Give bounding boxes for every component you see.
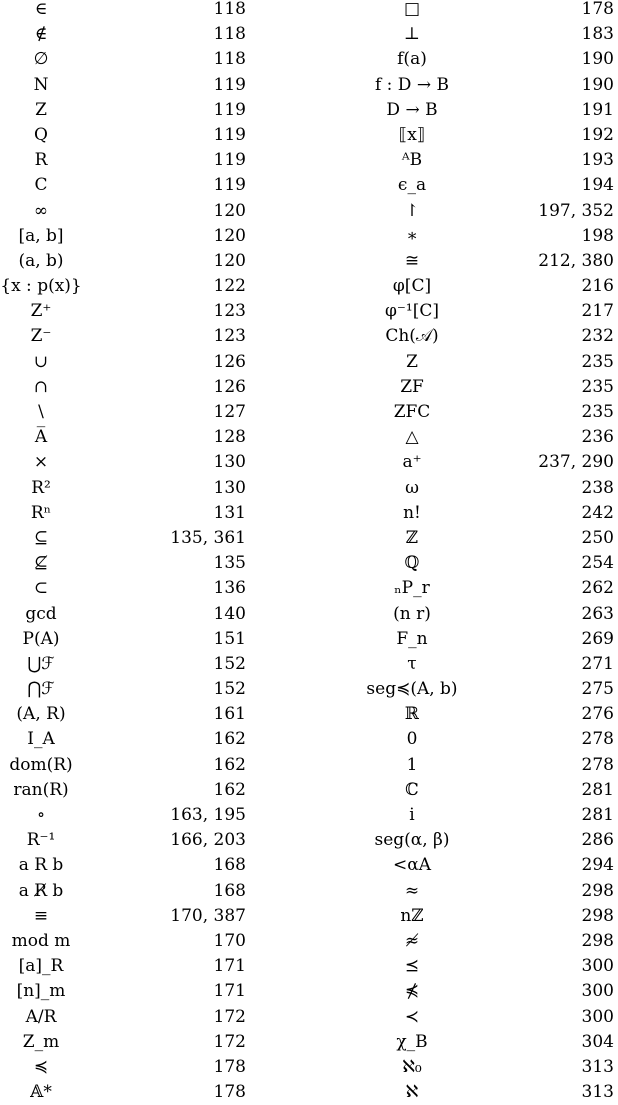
symbol: ⊂	[33, 578, 49, 599]
page-reference: 119	[213, 99, 246, 120]
index-entry	[0, 702, 250, 727]
index-entry	[0, 450, 250, 475]
page-reference: 152	[213, 653, 246, 674]
symbol: Z	[35, 99, 47, 120]
index-entry	[0, 627, 250, 652]
symbol: ℚ	[404, 553, 420, 574]
symbol: [n]_m	[16, 981, 66, 1002]
page-reference: 278	[581, 754, 614, 775]
symbol: i	[409, 805, 415, 825]
index-entry	[0, 1030, 250, 1055]
page-reference: 126	[213, 376, 246, 397]
page-reference: 236	[581, 427, 614, 448]
page-reference: 170	[213, 930, 246, 951]
page-reference: 118	[213, 24, 246, 45]
page-reference: 300	[581, 1006, 614, 1027]
index-entry	[0, 853, 250, 878]
symbol: a R̸ b	[18, 880, 64, 901]
symbol: ⊈	[33, 553, 49, 574]
page-reference: 171	[213, 956, 246, 977]
index-entry	[332, 526, 618, 551]
page-reference: 198	[581, 225, 614, 246]
page-reference: 190	[581, 49, 614, 70]
symbol: Z⁺	[30, 301, 52, 322]
index-entry	[0, 803, 250, 828]
page-reference: 183	[581, 24, 614, 45]
symbol: □	[403, 0, 421, 19]
symbol: N	[33, 74, 49, 95]
symbol: ZFC	[393, 402, 431, 422]
index-entry	[332, 98, 618, 123]
page-reference: 135	[213, 553, 246, 574]
index-entry	[332, 47, 618, 72]
symbol: R²	[31, 477, 51, 498]
symbol: R⁻¹	[26, 830, 56, 851]
page-reference: 140	[213, 603, 246, 624]
page-reference: 122	[213, 276, 246, 297]
symbol: ≺	[404, 1006, 420, 1027]
index-entry	[0, 652, 250, 677]
index-entry	[0, 148, 250, 173]
index-entry	[332, 73, 618, 98]
page-reference: 300	[581, 981, 614, 1002]
page-reference: 298	[581, 880, 614, 901]
index-entry	[332, 1030, 618, 1055]
symbol: φ⁻¹[C]	[385, 301, 439, 322]
symbol: 1	[406, 754, 418, 775]
index-entry	[332, 249, 618, 274]
symbol: ×	[33, 452, 49, 473]
page-reference: 170, 387	[170, 905, 246, 926]
page-reference: 294	[581, 855, 614, 876]
page-reference: 235	[581, 351, 614, 372]
page-reference: 119	[213, 175, 246, 196]
page-reference: 123	[213, 326, 246, 347]
page-reference: 172	[213, 1031, 246, 1052]
index-entry	[0, 274, 250, 299]
symbol: Ch(𝒜)	[385, 326, 439, 347]
index-entry	[332, 1055, 618, 1080]
page-reference: 190	[581, 74, 614, 95]
symbol: D → B	[386, 99, 438, 120]
page-reference: 178	[213, 1082, 246, 1103]
symbol: ∗	[406, 225, 418, 246]
symbol: \	[38, 402, 44, 422]
page-reference: 212, 380	[538, 250, 614, 271]
index-entry	[0, 551, 250, 576]
page-reference: 120	[213, 225, 246, 246]
symbol: ∈	[34, 0, 48, 19]
symbol: ZF	[400, 376, 424, 397]
page-reference: 118	[213, 0, 246, 19]
index-entry	[332, 551, 618, 576]
index-entry	[0, 173, 250, 198]
page-reference: 313	[581, 1082, 614, 1103]
symbol: f : D → B	[374, 74, 449, 95]
index-entry	[332, 677, 618, 702]
page-reference: 178	[213, 1056, 246, 1077]
symbol: Z⁻	[30, 326, 52, 347]
symbol: ᴬB	[401, 150, 423, 171]
page-reference: 217	[581, 301, 614, 322]
symbol: ⊆	[33, 527, 49, 548]
page-reference: 313	[581, 1056, 614, 1077]
symbol: (n r)	[393, 603, 431, 624]
page-reference: 237, 290	[538, 452, 614, 473]
index-entry	[332, 299, 618, 324]
symbol: n!	[403, 502, 421, 523]
page-reference: 298	[581, 930, 614, 951]
symbol: (a, b)	[18, 250, 64, 271]
symbol: F_n	[396, 628, 428, 649]
page-reference: 304	[581, 1031, 614, 1052]
symbol: τ	[407, 653, 417, 674]
page-reference: 250	[581, 527, 614, 548]
index-entry	[0, 753, 250, 778]
symbol: gcd	[25, 603, 57, 624]
page-reference: 242	[581, 502, 614, 523]
index-entry	[332, 274, 618, 299]
index-entry	[0, 904, 250, 929]
left-symbol-column	[0, 0, 250, 1105]
index-entry	[0, 73, 250, 98]
index-entry	[332, 324, 618, 349]
symbol: I_A	[27, 729, 55, 750]
index-entry	[0, 400, 250, 425]
page-reference: 178	[581, 0, 614, 19]
page-reference: 168	[213, 880, 246, 901]
symbol: φ[C]	[392, 276, 432, 297]
symbol: ₙP_r	[394, 578, 430, 599]
page-reference: 278	[581, 729, 614, 750]
symbol: R	[34, 150, 48, 171]
page-reference: 262	[581, 578, 614, 599]
page-reference: 130	[213, 452, 246, 473]
index-entry	[332, 753, 618, 778]
symbol: ≈	[404, 880, 420, 901]
symbol: (A, R)	[16, 704, 66, 725]
index-entry	[332, 0, 618, 22]
index-entry	[332, 929, 618, 954]
page-reference: 172	[213, 1006, 246, 1027]
index-entry	[0, 476, 250, 501]
page-reference: 269	[581, 628, 614, 649]
index-entry	[332, 400, 618, 425]
index-entry	[332, 350, 618, 375]
symbol: <αA	[392, 855, 431, 876]
page-reference: 120	[213, 250, 246, 271]
index-entry	[0, 979, 250, 1004]
index-entry	[332, 727, 618, 752]
page-reference: 162	[213, 729, 246, 750]
right-symbol-column	[332, 0, 618, 1105]
symbol: seg(α, β)	[374, 830, 450, 851]
index-entry	[0, 576, 250, 601]
index-entry	[0, 526, 250, 551]
symbol: Rⁿ	[30, 502, 52, 523]
index-entry	[332, 22, 618, 47]
symbol: dom(R)	[9, 754, 73, 775]
symbol: ℤ	[405, 527, 419, 548]
symbol: seg≼(A, b)	[366, 679, 458, 700]
page-reference: 232	[581, 326, 614, 347]
page-reference: 119	[213, 150, 246, 171]
index-entry	[0, 299, 250, 324]
symbol: C	[34, 175, 48, 196]
page-reference: 123	[213, 301, 246, 322]
symbol: ∪	[33, 351, 49, 372]
symbol: ⋃ℱ	[27, 653, 55, 674]
symbol: ω	[405, 477, 419, 498]
page-reference: 238	[581, 477, 614, 498]
index-entry	[332, 375, 618, 400]
symbol: ⋠	[404, 981, 420, 1002]
page-reference: 191	[581, 99, 614, 120]
symbol: {x : p(x)}	[0, 276, 82, 297]
page-reference: 119	[213, 74, 246, 95]
index-entry	[332, 476, 618, 501]
index-entry	[332, 778, 618, 803]
index-entry	[332, 627, 618, 652]
index-entry	[0, 47, 250, 72]
symbol: △	[405, 427, 419, 448]
page-reference: 120	[213, 200, 246, 221]
page-reference: 197, 352	[538, 200, 614, 221]
index-entry	[332, 979, 618, 1004]
symbol: ≼	[33, 1056, 49, 1077]
symbol: ran(R)	[13, 779, 69, 800]
page-reference: 193	[581, 150, 614, 171]
index-entry	[0, 199, 250, 224]
index-entry	[0, 98, 250, 123]
symbol: [a]_R	[18, 956, 64, 977]
index-entry	[332, 879, 618, 904]
index-entry	[0, 501, 250, 526]
page-reference: 254	[581, 553, 614, 574]
symbol: 𝔸*	[30, 1082, 52, 1103]
page-reference: 263	[581, 603, 614, 624]
symbol: ℵ	[405, 1082, 419, 1103]
symbol: ⊥	[404, 24, 420, 45]
symbol: ≡	[33, 905, 49, 926]
page-reference: 127	[213, 402, 246, 422]
page-reference: 128	[213, 427, 246, 448]
symbol: a⁺	[402, 452, 422, 473]
page-reference: 194	[581, 175, 614, 196]
symbol: ℝ	[404, 704, 420, 725]
page-reference: 298	[581, 905, 614, 926]
symbol: ≉	[404, 930, 420, 951]
index-entry	[332, 224, 618, 249]
page-reference: 135, 361	[170, 527, 246, 548]
index-entry	[332, 199, 618, 224]
index-entry	[0, 929, 250, 954]
page-reference: 119	[213, 124, 246, 145]
page-reference: 216	[581, 276, 614, 297]
index-entry	[332, 576, 618, 601]
index-entry	[0, 778, 250, 803]
index-entry	[0, 224, 250, 249]
page-reference: 163, 195	[170, 805, 246, 825]
index-entry	[332, 1080, 618, 1105]
index-entry	[332, 1005, 618, 1030]
symbol: ⟦x⟧	[398, 124, 426, 145]
index-entry	[0, 22, 250, 47]
index-entry	[0, 1055, 250, 1080]
page-reference: 131	[213, 502, 246, 523]
symbol: mod m	[11, 930, 71, 951]
index-entry	[332, 803, 618, 828]
page-reference: 151	[213, 628, 246, 649]
symbol: ∉	[34, 24, 48, 45]
page-reference: 161	[213, 704, 246, 725]
symbol: ⪯	[404, 956, 420, 977]
symbol: Z_m	[22, 1031, 60, 1052]
symbol: ℂ	[405, 779, 419, 800]
index-entry	[0, 879, 250, 904]
page-reference: 162	[213, 754, 246, 775]
index-entry	[0, 727, 250, 752]
symbol: Q	[34, 124, 48, 145]
page-reference: 276	[581, 704, 614, 725]
index-entry	[332, 904, 618, 929]
index-entry	[0, 123, 250, 148]
page-reference: 281	[581, 805, 614, 825]
page-reference: 171	[213, 981, 246, 1002]
page-reference: 235	[581, 376, 614, 397]
symbol: ⋂ℱ	[27, 679, 55, 700]
page-reference: 130	[213, 477, 246, 498]
symbol: ∅	[33, 49, 49, 70]
page-reference: 166, 203	[170, 830, 246, 851]
symbol: P(A)	[22, 628, 60, 649]
page-reference: 168	[213, 855, 246, 876]
index-entry	[0, 828, 250, 853]
index-entry	[0, 677, 250, 702]
index-entry	[332, 148, 618, 173]
page-reference: 162	[213, 779, 246, 800]
index-entry	[332, 501, 618, 526]
index-entry	[332, 702, 618, 727]
symbol: f(a)	[397, 49, 427, 70]
symbol: ∞	[33, 200, 49, 221]
page-reference: 118	[213, 49, 246, 70]
symbol: ϵ_a	[397, 175, 427, 196]
symbol: Z	[406, 351, 418, 372]
index-entry	[0, 425, 250, 450]
symbol: ∘	[36, 805, 46, 825]
symbol: A̅	[34, 427, 48, 448]
index-entry	[332, 602, 618, 627]
page-reference: 275	[581, 679, 614, 700]
index-entry	[332, 853, 618, 878]
symbol: ∩	[33, 376, 49, 397]
symbol: χ_B	[396, 1031, 428, 1052]
index-entry	[332, 123, 618, 148]
page-reference: 126	[213, 351, 246, 372]
symbol: 0	[406, 729, 418, 750]
page-reference: 286	[581, 830, 614, 851]
symbol: a R b	[18, 855, 64, 876]
symbol: A/R	[25, 1006, 57, 1027]
index-entry	[332, 828, 618, 853]
index-entry	[0, 954, 250, 979]
page-reference: 192	[581, 124, 614, 145]
index-entry	[0, 1080, 250, 1105]
page-reference: 235	[581, 402, 614, 422]
index-entry	[0, 0, 250, 22]
page-reference: 300	[581, 956, 614, 977]
symbol: ℵ₀	[402, 1056, 422, 1077]
symbol: ≅	[404, 250, 420, 271]
symbol: nℤ	[400, 905, 424, 926]
index-entry	[0, 602, 250, 627]
page-reference: 136	[213, 578, 246, 599]
page-reference: 281	[581, 779, 614, 800]
index-entry	[332, 450, 618, 475]
index-entry	[0, 249, 250, 274]
index-entry	[332, 425, 618, 450]
index-entry	[332, 954, 618, 979]
index-entry	[0, 1005, 250, 1030]
index-entry	[0, 375, 250, 400]
index-entry	[332, 173, 618, 198]
page-reference: 152	[213, 679, 246, 700]
page-reference: 271	[581, 653, 614, 674]
index-entry	[0, 350, 250, 375]
index-entry	[0, 324, 250, 349]
symbol: [a, b]	[18, 225, 64, 246]
index-entry	[332, 652, 618, 677]
symbol: ↾	[404, 200, 420, 221]
